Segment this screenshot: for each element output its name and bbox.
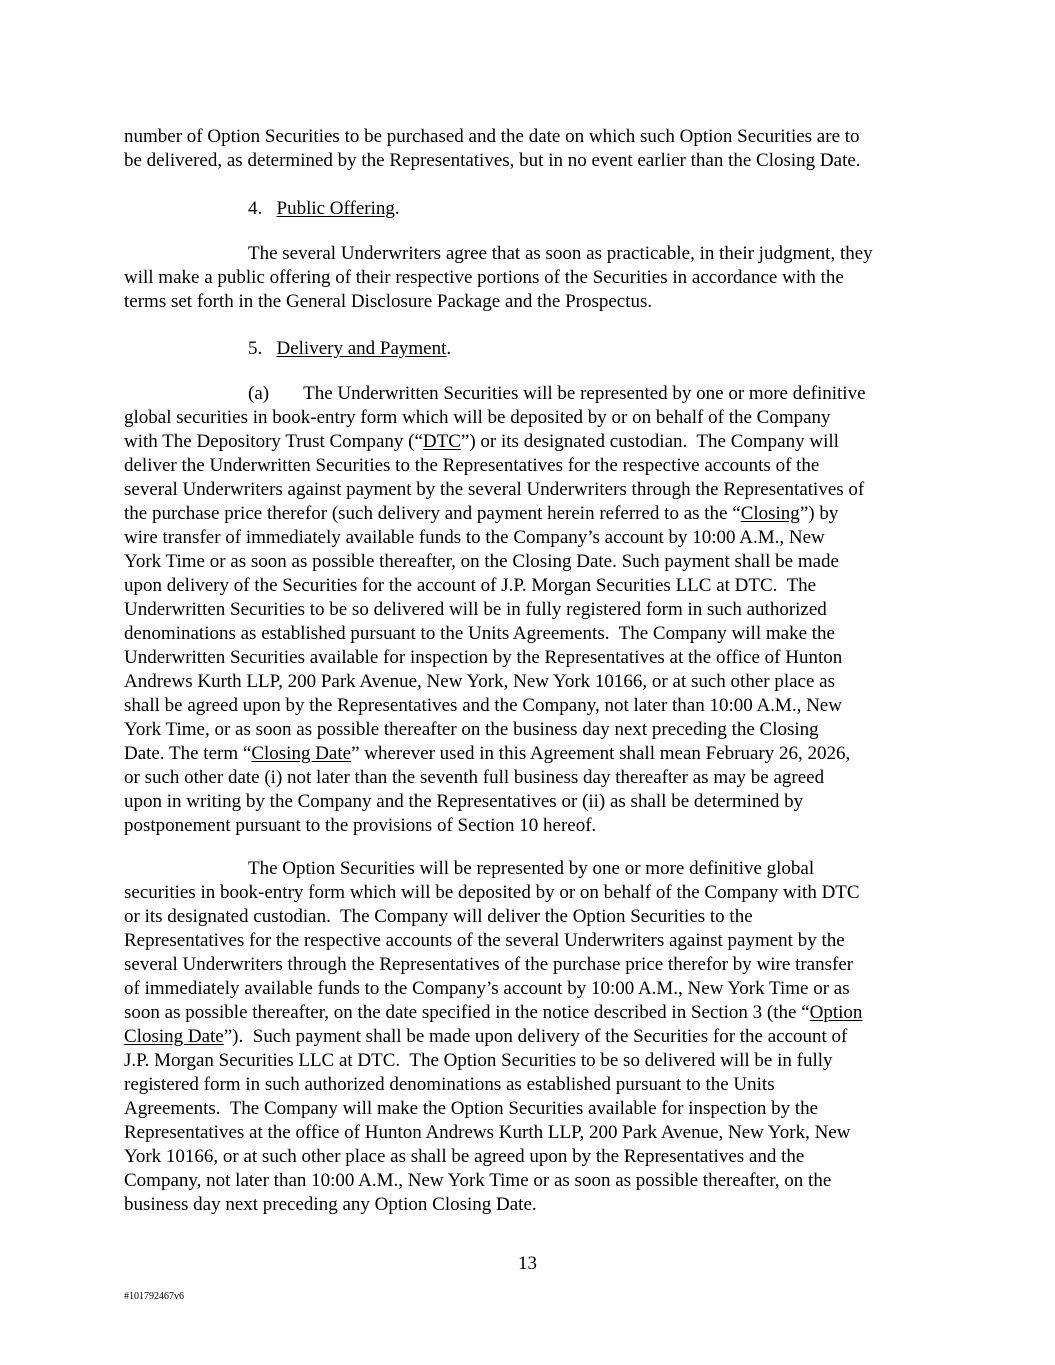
text-line: Underwritten Securities to be so delivered will be in fully registered form in such authorized <box>124 599 827 620</box>
text-line <box>124 430 839 454</box>
text-span: The Underwritten Securities will be represented by one or more definitive <box>303 383 866 404</box>
text-line: wire transfer of immediately available funds to the Company’s account by 10:00 A.M., New <box>124 527 825 548</box>
defined-term-closing-date: Closing Date <box>124 1026 224 1047</box>
text-line: Representatives for the respective accounts of the several Underwriters against payment by the <box>124 930 845 951</box>
heading-period: . <box>394 198 400 219</box>
text-span: soon as possible thereafter, on the date specified in the notice described in Section 3 (the “ <box>124 1002 810 1023</box>
text-line: The Option Securities will be represented by one or more definitive global <box>248 858 815 879</box>
text-line: be delivered, as determined by the Representatives, but in no event earlier than the Closing Date. <box>124 150 861 171</box>
section-title: Delivery and Payment <box>276 338 447 359</box>
document-id: #101792467v6 <box>124 1291 184 1302</box>
text-line: upon in writing by the Company and the Representatives or (ii) as shall be determined by <box>124 791 804 812</box>
text-line <box>124 1001 862 1025</box>
text-line: securities in book-entry form which will be deposited by or on behalf of the Company with DTC <box>124 882 860 903</box>
text-line <box>124 502 838 526</box>
text-line: several Underwriters against payment by the several Underwriters through the Representatives of <box>124 479 865 500</box>
text-span: with The Depository Trust Company (“ <box>124 431 423 452</box>
text-line: terms set forth in the General Disclosure Package and the Prospectus. <box>124 291 653 312</box>
text-line: registered form in such authorized denominations as established pursuant to the Units <box>124 1074 775 1095</box>
section-number: 5. <box>248 338 263 359</box>
text-line <box>248 382 866 406</box>
text-span: ” wherever used in this Agreement shall mean February 26, 2026, <box>351 743 851 764</box>
section-title: Public Offering <box>276 198 395 219</box>
text-line: or its designated custodian. The Company will deliver the Option Securities to the <box>124 906 753 927</box>
text-line: J.P. Morgan Securities LLC at DTC. The Option Securities to be so delivered will be in fully <box>124 1050 833 1071</box>
text-line: postponement pursuant to the provisions of Section 10 hereof. <box>124 815 597 836</box>
text-line: Andrews Kurth LLP, 200 Park Avenue, New York, New York 10166, or at such other place as <box>124 671 835 692</box>
text-line: York 10166, or at such other place as shall be agreed upon by the Representatives and the <box>124 1146 805 1167</box>
text-line <box>124 1025 847 1049</box>
text-span: ”). Such payment shall be made upon delivery of the Securities for the account of <box>223 1026 848 1047</box>
defined-term-dtc: DTC <box>422 431 461 452</box>
text-line: will make a public offering of their respective portions of the Securities in accordance with the <box>124 267 844 288</box>
text-line: Agreements. The Company will make the Option Securities available for inspection by the <box>124 1098 819 1119</box>
text-line: Underwritten Securities available for inspection by the Representatives at the office of Hunton <box>124 647 843 668</box>
defined-term-closing-date: Closing Date <box>251 743 352 764</box>
text-span: Date. The term “ <box>124 743 252 764</box>
text-line: denominations as established pursuant to the Units Agreements. The Company will make the <box>124 623 835 644</box>
section-4-heading <box>248 197 400 221</box>
text-span: the purchase price therefor (such delivery and payment herein referred to as the “ <box>124 503 741 524</box>
text-span: ”) by <box>799 503 839 524</box>
text-span: ”) or its designated custodian. The Company will <box>460 431 839 452</box>
defined-term-option: Option <box>809 1002 863 1023</box>
text-line: number of Option Securities to be purchased and the date on which such Option Securities are to <box>124 126 860 147</box>
text-line: global securities in book-entry form which will be deposited by or on behalf of the Company <box>124 407 831 428</box>
text-line: Representatives at the office of Hunton Andrews Kurth LLP, 200 Park Avenue, New York, New <box>124 1122 851 1143</box>
text-line: deliver the Underwritten Securities to the Representatives for the respective accounts of the <box>124 455 820 476</box>
text-line: shall be agreed upon by the Representatives and the Company, not later than 10:00 A.M., New <box>124 695 842 716</box>
text-line: Company, not later than 10:00 A.M., New York Time or as soon as possible thereafter, on the <box>124 1170 832 1191</box>
section-5-heading <box>248 337 451 361</box>
text-line: of immediately available funds to the Company’s account by 10:00 A.M., New York Time or as <box>124 978 850 999</box>
text-line: York Time or as soon as possible thereafter, on the Closing Date. Such payment shall be made <box>124 551 839 572</box>
text-line: or such other date (i) not later than the seventh full business day thereafter as may be agreed <box>124 767 825 788</box>
section-number: 4. <box>248 198 263 219</box>
text-line: business day next preceding any Option Closing Date. <box>124 1194 537 1215</box>
text-line <box>124 742 850 766</box>
text-line: York Time, or as soon as possible thereafter on the business day next preceding the Closing <box>124 719 819 740</box>
paragraph-label: (a) <box>248 383 270 404</box>
text-line: The several Underwriters agree that as soon as practicable, in their judgment, they <box>248 243 873 264</box>
page-number: 13 <box>518 1253 537 1274</box>
text-line: several Underwriters through the Representatives of the purchase price therefor by wire transfer <box>124 954 854 975</box>
heading-period: . <box>446 338 452 359</box>
text-line: upon delivery of the Securities for the account of J.P. Morgan Securities LLC at DTC. The <box>124 575 817 596</box>
defined-term-closing: Closing <box>740 503 800 524</box>
